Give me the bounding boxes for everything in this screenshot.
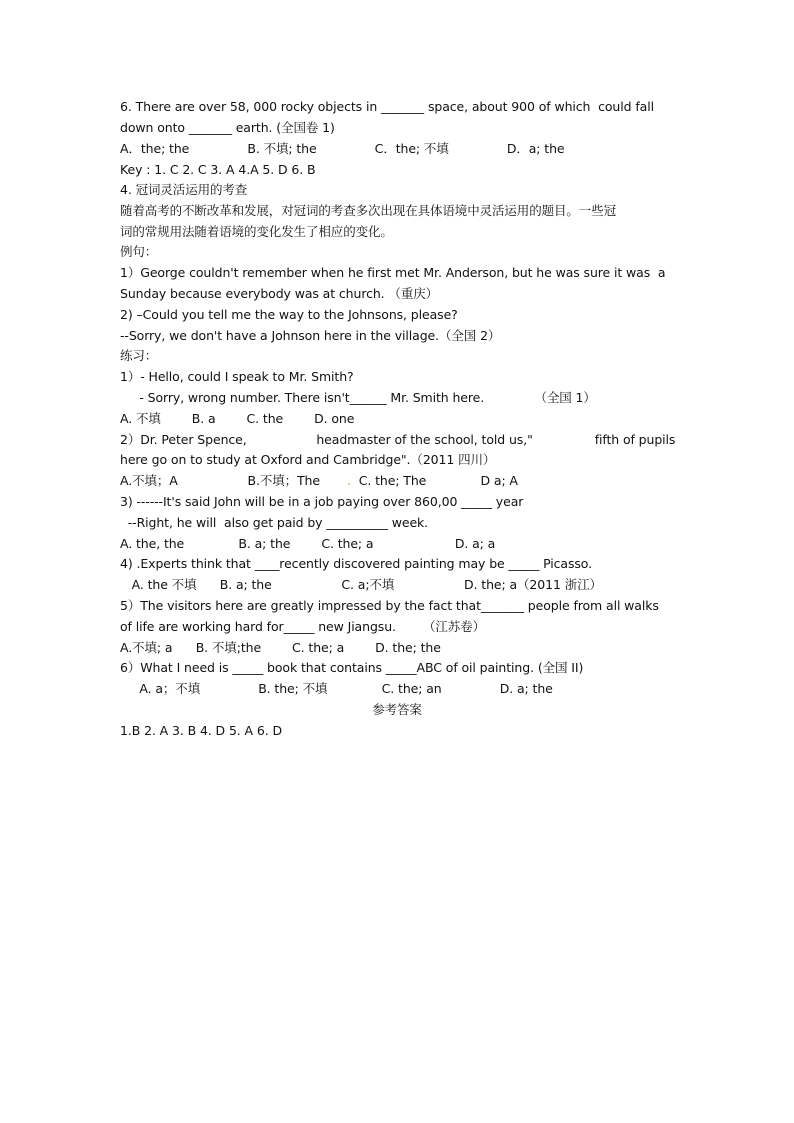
text-line: A.不填; a B. 不填;the C. the; a D. the; the — [120, 640, 441, 655]
text-line: A. a；不填 B. the; 不填 C. the; an D. a; the — [120, 681, 553, 696]
section-heading: 4. 冠词灵活运用的考查 — [120, 182, 248, 197]
answer-heading: 参考答案 — [372, 702, 422, 717]
q2-options-head: A.不填；A B.不填；The — [120, 473, 320, 488]
q2-options-tail: C. the; The D a; A — [358, 473, 518, 488]
text-line: 2) –Could you tell me the way to the Johnsons, please? — [120, 307, 458, 322]
text-line: Key : 1. C 2. C 3. A 4.A 5. D 6. B — [120, 162, 316, 177]
text-line: Sunday because everybody was at church. （重庆） — [120, 286, 439, 301]
text-line: 3) ------It's said John will be in a job paying over 860,00 _____ year — [120, 494, 524, 509]
text-line: here go on to study at Oxford and Cambridge".（2011 四川） — [120, 452, 496, 467]
text-line: 词的常规用法随着语境的变化发生了相应的变化。 — [120, 224, 393, 239]
answer-key: 1.B 2. A 3. B 4. D 5. A 6. D — [120, 723, 282, 738]
text-line: A．the; the B. 不填; the C．the; 不填 D．a; the — [120, 141, 565, 156]
text-line: 例句： — [120, 244, 158, 259]
text-line: 6）What I need is _____ book that contains _____ABC of oil painting. (全国 II) — [120, 660, 584, 675]
q2-mark: . — [347, 473, 351, 488]
text-line: 1）George couldn't remember when he first met Mr. Anderson, but he was sure it was a — [120, 265, 666, 280]
text-line: down onto _______ earth. (全国卷 1) — [120, 120, 335, 135]
text-line: 1）- Hello, could I speak to Mr. Smith? — [120, 369, 354, 384]
text-line: 4) .Experts think that ____recently discovered painting may be _____ Picasso. — [120, 556, 593, 571]
text-line: 练习： — [120, 348, 158, 363]
text-line: 2）Dr. Peter Spence, headmaster of the school, told us," fifth of pupils — [120, 432, 676, 447]
text-line: 5）The visitors here are greatly impressed by the fact that_______ people from all walks — [120, 598, 659, 613]
text-line: 随着高考的不断改革和发展，对冠词的考查多次出现在具体语境中灵活运用的题目。一些冠 — [120, 203, 617, 218]
text-line — [120, 473, 518, 489]
text-line: A. the, the B. a; the C. the; a D. a; a — [120, 536, 496, 551]
text-line: - Sorry, wrong number. There isn't______ Mr. Smith here. （全国 1） — [120, 390, 596, 405]
text-line: --Sorry, we don't have a Johnson here in the village.（全国 2） — [120, 328, 501, 343]
text-line: A. 不填 B. a C. the D. one — [120, 411, 355, 426]
text-line: 6. There are over 58, 000 rocky objects in _______ space, about 900 of which could fall — [120, 99, 654, 114]
text-line: --Right, he will also get paid by __________ week. — [120, 515, 429, 530]
text-line: A. the 不填 B. a; the C. a;不填 D. the; a（2011 浙江） — [120, 577, 602, 592]
text-line: of life are working hard for_____ new Jiangsu. （江苏卷） — [120, 619, 486, 634]
